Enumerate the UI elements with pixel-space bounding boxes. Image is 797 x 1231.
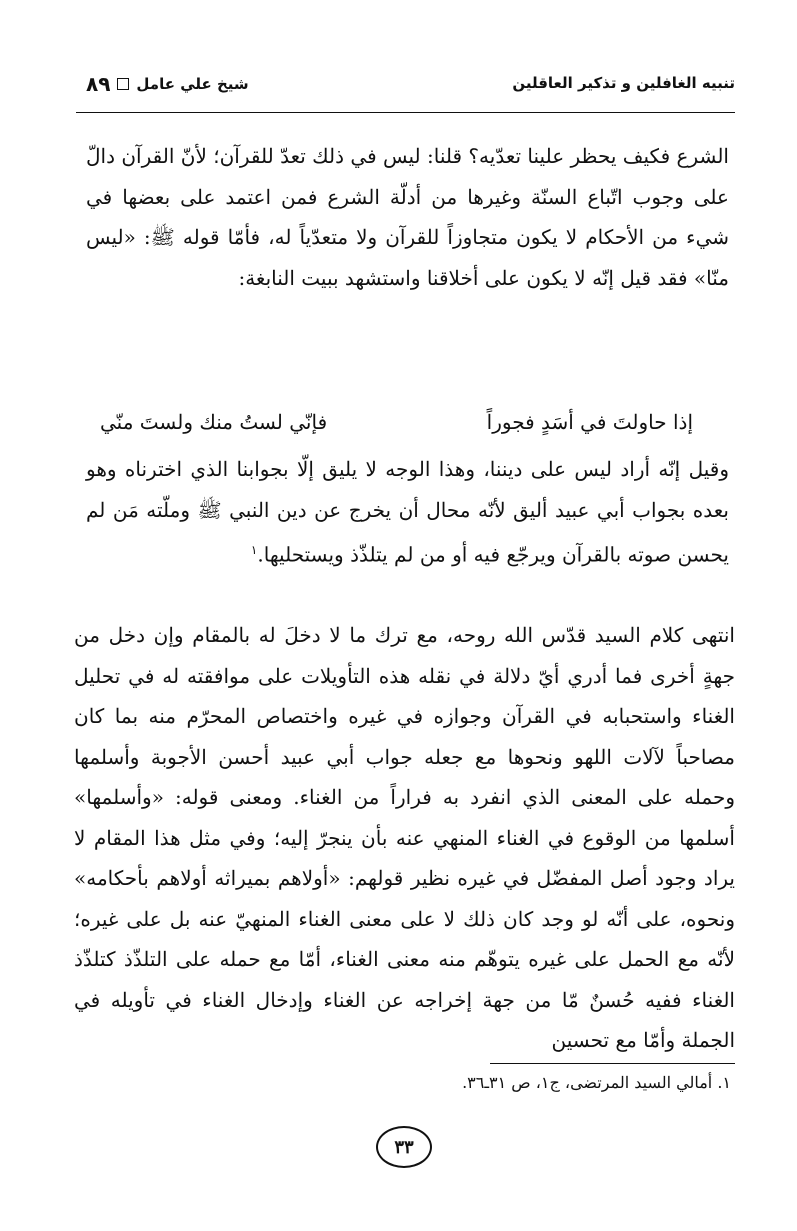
header-author: شيخ علي عامل xyxy=(136,75,249,93)
header-square-ornament xyxy=(117,78,129,90)
verse-first-hemistich: إذا حاولتَ في أسَدٍ فجوراً xyxy=(486,410,693,434)
paragraph-3: انتهى كلام السيد قدّس الله روحه، مع ترك ما لا دخلَ له بالمقام وإن دخل من جهةٍ أخرى فما أدري أيّ دلالة في نقله هذه التأويلات على موافقته له في تحليل الغناء واستحبابه في القرآن وجوازه في غيره واختصاص المحرّم منه بما كان مصاحباً لآلات اللهو ونحوها مع جعله جواب أبي عبيد أحسن الأجوبة وأسلمها وحمله على المعنى الذي انفرد به فراراً من الغناء. ومعنى قوله: «وأسلمها» أسلمها من الوقوع في الغناء المنهي عنه بأن ينجرّ إليه؛ وفي مثل هذا المقام لا يراد وجود أصل المفضّل في غيره نظير قولهم: «أولاهم بميراثه أولاهم بأحكامه» ونحوه، على أنّه لو وجد كان ذلك لا على معنى الغناء المنهيّ عنه بل على غيره؛ لأنّه مع الحمل على غيره يتوهّم منه معنى الغناء، أمّا مع حمله على التلذّذ كتلذّذ الغناء ففيه حُسنٌ مّا من جهة إخراجه عن الغناء وإدخال الغناء في تأويله في الجملة وأمّا مع تحسين xyxy=(74,623,735,1052)
folio-page-number: ٣٣ xyxy=(376,1126,432,1168)
paragraph-2-text: وقيل إنّه أراد ليس على ديننا، وهذا الوجه لا يليق إلّا بجوابنا الذي اخترناه وهو بعده بجواب أبي عبيد أليق لأنّه محال أن يخرج عن دين النبي ﷺ وملّته مَن لم يحسن صوته بالقرآن ويرجّع فيه أو من لم يتلذّذ ويستحليها. xyxy=(86,457,729,567)
paragraph-2 xyxy=(86,449,729,575)
paragraph-1: الشرع فكيف يحظر علينا تعدّيه؟ قلنا: ليس في ذلك تعدّ للقرآن؛ لأنّ القرآن دالّ على وجوب اتّباع السنّة وغيرها من أدلّة الشرع فمن اعتمد على بعضها في شيء من الأحكام لا يكون متجاوزاً للقرآن ولا متعدّياً له، فأمّا قوله ﷺ: «ليس منّا» فقد قيل إنّه لا يكون على أخلاقنا واستشهد ببيت النابغة: xyxy=(86,144,729,290)
header-book-title: تنبيه الغافلين و تذكير العاقلين xyxy=(512,74,735,92)
header-page-number: ٨٩ xyxy=(86,72,111,96)
footnote: ١. أمالي السيد المرتضى، ج١، ص ٣١ـ٣٦. xyxy=(462,1073,731,1092)
verse-second-hemistich: فإنّي لستُ منك ولستَ منّي xyxy=(100,410,328,434)
running-header-left xyxy=(86,72,249,96)
footnote-marker: ١ xyxy=(250,543,258,557)
poetry-verse xyxy=(100,402,693,442)
header-divider xyxy=(76,112,735,113)
footnote-divider xyxy=(490,1063,735,1064)
